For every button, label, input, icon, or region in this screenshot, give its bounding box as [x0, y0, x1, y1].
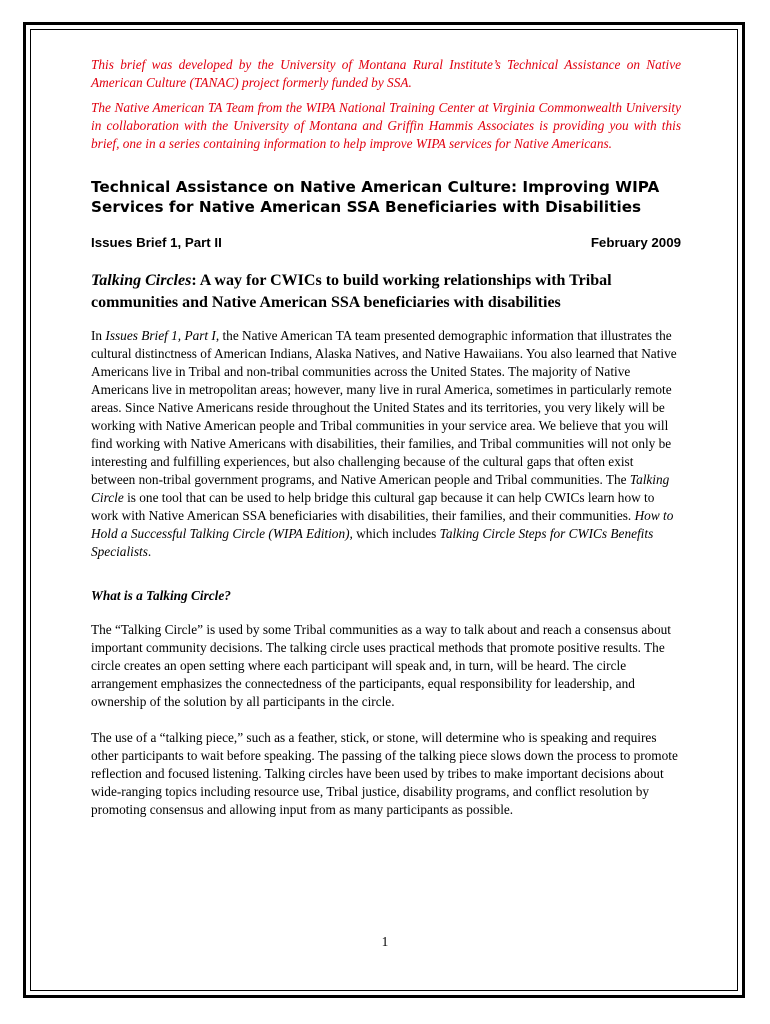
- section-paragraph-1: The “Talking Circle” is used by some Tribal communities as a way to talk about and reach a consensus about important community decisions. The talking circle uses practical methods that promote positive results. The circle creates an open setting where each participant will speak and, in turn, will be heard. The circle arrangement emphasizes the connectedness of the participants, equal responsibility for leadership, and ownership of the solution by all participants in the circle.: [91, 622, 671, 709]
- section-paragraph-2: The use of a “talking piece,” such as a feather, stick, or stone, will determine who is speaking and requires other participants to wait before speaking. The passing of the talking piece slows down the process to promote reflection and focused listening. Talking circles have been used by tribes to make important decisions about wide-ranging topics including resource use, Tribal justice, disability programs, and conflict resolution by promoting consensus and allowing input from as many participants as possible.: [91, 730, 678, 817]
- intro-text-5: .: [147, 544, 152, 559]
- issue-label: Issues Brief 1, Part II: [91, 235, 222, 250]
- document-title: Technical Assistance on Native American Culture: Improving WIPA Services for Native American SSA Beneficiaries with Disabilities: [91, 178, 660, 216]
- intro-paragraph: [91, 327, 681, 561]
- intro-ref-talking-circle: Talking Circle: [91, 472, 670, 505]
- intro-ref-how-to: How to Hold a Successful Talking Circle (WIPA Edition),: [91, 508, 674, 541]
- document-body: [91, 56, 681, 819]
- issue-info-row: [91, 234, 681, 252]
- page-number: 1: [381, 934, 389, 949]
- intro-text-3: is one tool that can be used to help bridge this cultural gap because it can help CWICs learn how to work with Native American SSA beneficiaries with disabilities, their families, and their communities.: [91, 490, 655, 523]
- intro-text-2: , the Native American TA team presented demographic information that illustrates the cultural distinctness of American Indians, Alaska Natives, and Native Hawaiians. You also learned that Native Americans live in Tribal and non-tribal communities across the United States. The majority of Native Americans live in metropolitan areas; however, many live in rural America, sometimes in particularly remote areas. Since Native Americans reside throughout the United States and its territories, you very likely will be working with Native American people and Tribal communities in your service area. We believe that you will find working with Native Americans with disabilities, their families, and Tribal communities will not only be interesting and fulfilling experiences, but also challenging because of the cultural gaps that often exist between non-tribal government programs, and Native American people and Tribal communities. The: [91, 328, 677, 487]
- section-heading: What is a Talking Circle?: [91, 588, 231, 603]
- subtitle-italic: Talking Circles: [91, 272, 192, 289]
- intro-text-1: In: [91, 328, 106, 343]
- collaboration-note: The Native American TA Team from the WIPA National Training Center at Virginia Commonwealth University in collaboration with the University of Montana and Griffin Hammis Associates is providing you with this brief, one in a series containing information to help improve WIPA services for Native Americans.: [91, 100, 681, 151]
- intro-ref-brief: Issues Brief 1, Part I: [105, 328, 216, 343]
- intro-text-4: which includes: [352, 526, 440, 541]
- funding-note: This brief was developed by the University of Montana Rural Institute’s Technical Assistance on Native American Culture (TANAC) project formerly funded by SSA.: [91, 57, 681, 90]
- issue-date: February 2009: [590, 235, 681, 250]
- subtitle-rest: : A way for CWICs to build working relationships with Tribal communities and Native American SSA beneficiaries with disabilities: [91, 272, 612, 311]
- subtitle: [91, 270, 681, 314]
- intro-ref-steps: Talking Circle Steps for CWICs Benefits Specialists: [91, 526, 654, 559]
